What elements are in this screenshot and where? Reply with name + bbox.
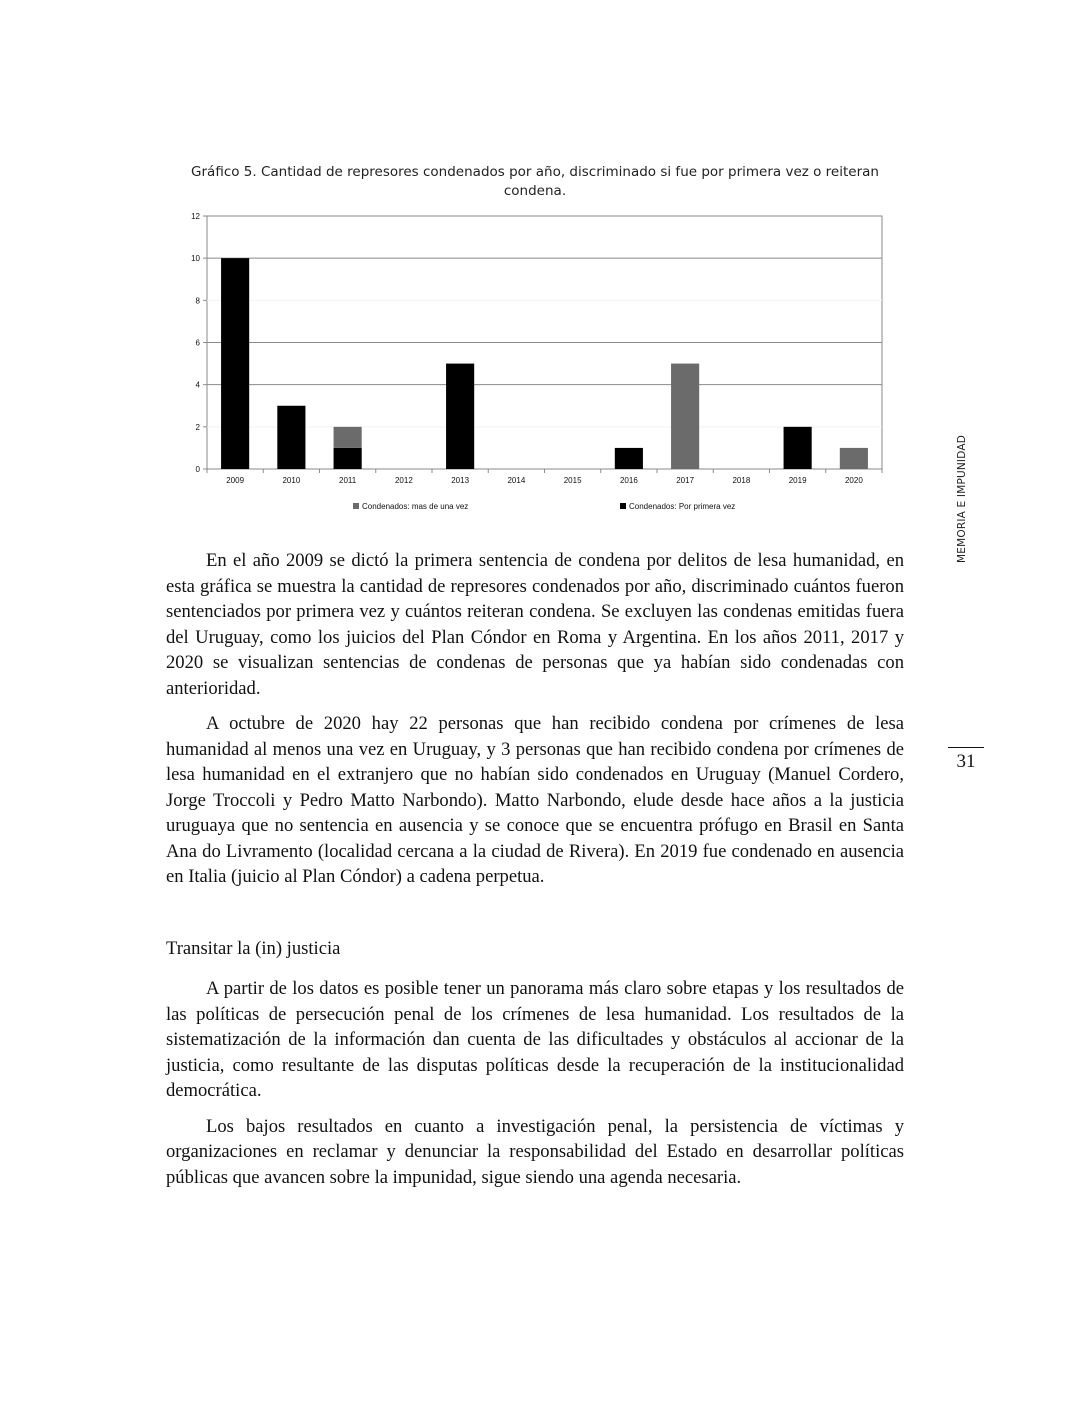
x-tick-label: 2018 (732, 476, 751, 485)
paragraph: Los bajos resultados en cuanto a investigación penal, la persistencia de víctimas y organizaciones en reclamar y denunciar la responsabilidad del Estado en desarrollar políticas públicas que avancen sobre la impunidad, sigue siendo una agenda necesaria. (166, 1115, 904, 1188)
y-tick-label: 12 (191, 212, 200, 221)
x-tick-label: 2016 (619, 476, 638, 485)
x-tick-label: 2013 (451, 476, 470, 485)
paragraph: A partir de los datos es posible tener un panorama más claro sobre etapas y los resultados de las políticas de persecución penal de los crímenes de lesa humanidad. Los resultados de la sistematización de la información dan cuenta de las dificultades y obstáculos al accionar de la justicia, como resultante de las disputas políticas desde la recuperación de la institucionalidad democrática. (166, 978, 904, 1101)
bar-2011-primera-vez (334, 448, 362, 469)
gridlines (207, 216, 882, 469)
bar-2019-primera-vez (784, 427, 812, 469)
legend-swatch (353, 503, 359, 509)
bar-chart (160, 205, 900, 525)
x-tick-label: 2009 (226, 476, 245, 485)
x-tick-label: 2011 (339, 476, 357, 485)
bar-2016-primera-vez (615, 448, 643, 469)
x-tick-label: 2017 (676, 476, 695, 485)
body-section-1 (166, 548, 904, 900)
y-tick-label: 4 (195, 380, 200, 390)
y-tick-label: 6 (195, 338, 200, 348)
legend (353, 502, 735, 511)
x-tick-label: 2012 (394, 476, 413, 485)
paragraph: A octubre de 2020 hay 22 personas que han recibido condena por crímenes de lesa humanidad al menos una vez en Uruguay, y 3 personas que han recibido condena por crímenes de lesa humanidad en el extranjero que no habían sido condenados en Uruguay (Manuel Cordero, Jorge Troccoli y Pedro Matto Narbondo). Matto Narbondo, elude desde hace años a la justicia uruguaya que no sentencia en ausencia y se conoce que se encuentra prófugo en Brasil en Santa Ana do Livramento (localidad cercana a la ciudad de Rivera). En 2019 fue condenado en ausencia en Italia (juicio al Plan Cóndor) a cadena perpetua. (166, 713, 904, 887)
page-number: 31 (948, 747, 984, 773)
bar-2013-primera-vez (446, 364, 474, 469)
x-tick-label: 2020 (844, 476, 863, 485)
running-header: MEMORIA E IMPUNIDAD (956, 435, 968, 563)
bar-2020-mas-de-una-vez (840, 448, 868, 469)
bar-2010-primera-vez (277, 406, 305, 469)
legend-swatch (620, 503, 626, 509)
bar-2009-primera-vez (221, 258, 249, 469)
x-tick-label: 2010 (282, 476, 301, 485)
x-tick-label: 2015 (563, 476, 582, 485)
legend-label: Condenados: Por primera vez (629, 502, 736, 511)
bar-2017-mas-de-una-vez (671, 364, 699, 469)
legend-label: Condenados: mas de una vez (362, 502, 469, 511)
bars (221, 258, 868, 469)
y-tick-label: 10 (191, 254, 200, 264)
paragraph: En el año 2009 se dictó la primera sentencia de condena por delitos de lesa humanidad, en esta gráfica se muestra la cantidad de represores condenados por año, discriminado cuántos fueron sentenciados por primera vez y cuántos reiteran condena. Se excluyen las condenas emitidas fuera del Uruguay, como los juicios del Plan Cóndor en Roma y Argentina. En los años 2011, 2017 y 2020 se visualizan sentencias de condenas de personas que ya habían sido condenadas con anterioridad. (166, 550, 904, 699)
body-section-2 (166, 976, 904, 1200)
y-tick-label: 0 (195, 465, 200, 474)
y-tick-label: 8 (195, 296, 200, 306)
section-heading: Transitar la (in) justicia (166, 938, 341, 959)
bar-2011-mas-de-una-vez (334, 427, 362, 448)
y-tick-label: 2 (195, 422, 200, 432)
chart-caption: Gráfico 5. Cantidad de represores condenados por año, discriminado si fue por primera vez o reiteran condena. (191, 164, 879, 199)
x-tick-label: 2014 (507, 476, 526, 485)
x-tick-label: 2019 (788, 476, 807, 485)
